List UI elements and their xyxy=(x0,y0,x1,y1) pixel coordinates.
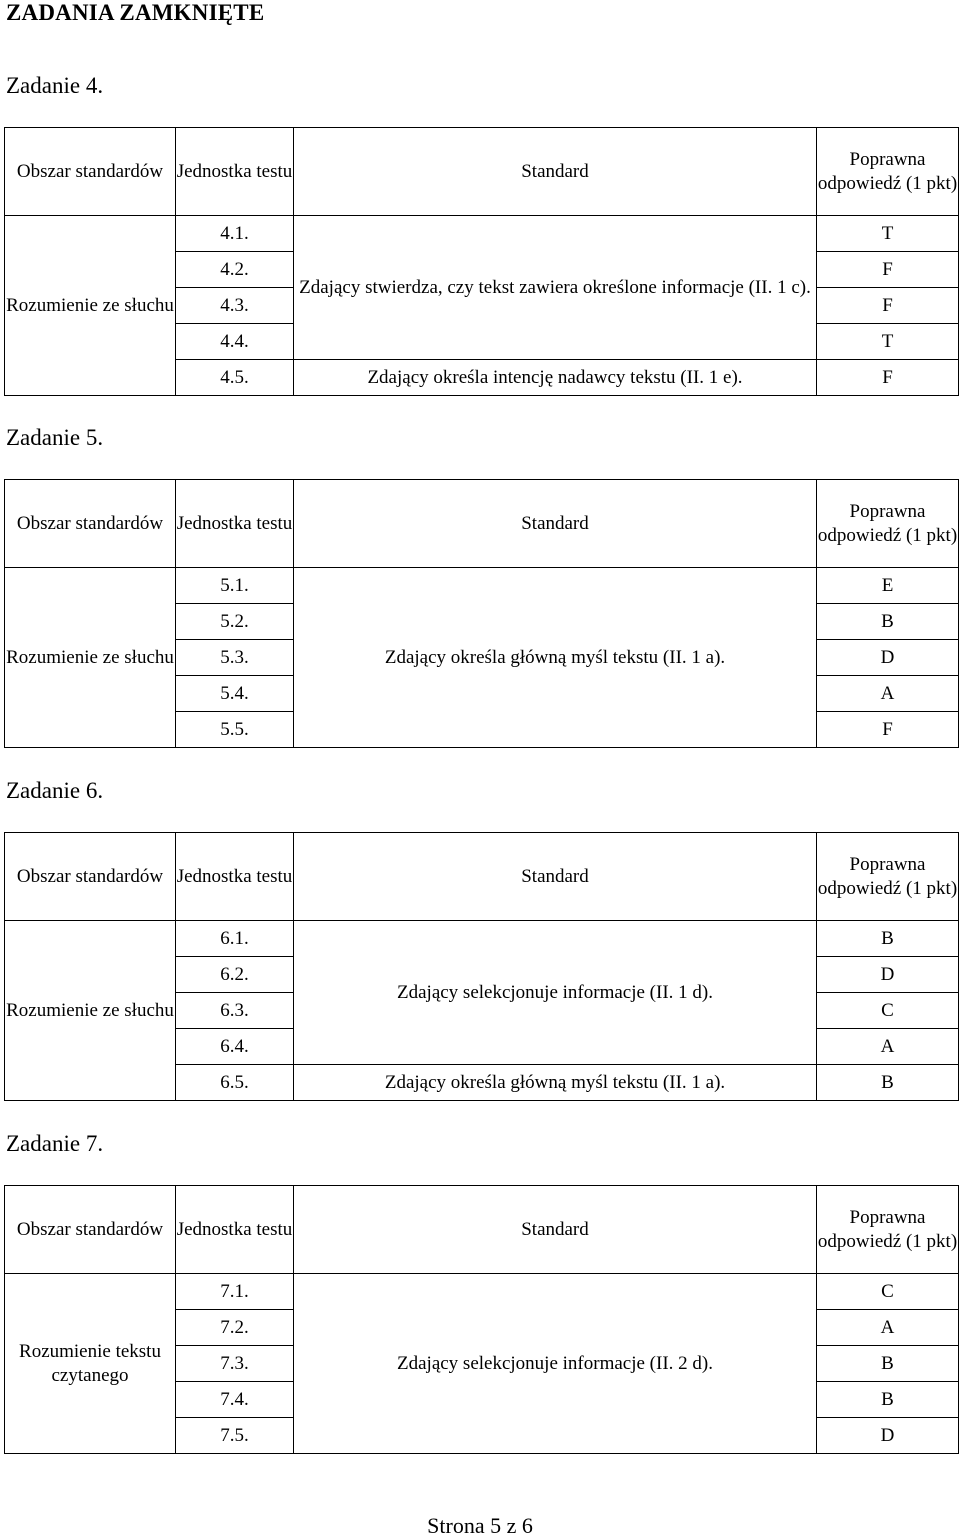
header-unit: Jednostka testu xyxy=(176,1186,294,1274)
header-area: Obszar standardów xyxy=(5,1186,176,1274)
header-standard: Standard xyxy=(294,128,817,216)
header-answer: Poprawna odpowiedź (1 pkt) xyxy=(817,833,959,921)
answer-table-4 xyxy=(4,127,959,396)
answer-cell: A xyxy=(817,1029,959,1065)
area-cell: Rozumienie tekstu czytanego xyxy=(5,1274,176,1454)
answer-cell: D xyxy=(817,957,959,993)
task-title-5: Zadanie 5. xyxy=(6,425,104,450)
header-area: Obszar standardów xyxy=(5,480,176,568)
standard-cell: Zdający określa główną myśl tekstu (II. 1 a). xyxy=(294,1065,817,1101)
unit-cell: 4.1. xyxy=(176,216,294,252)
answer-cell: D xyxy=(817,1418,959,1454)
header-standard: Standard xyxy=(294,833,817,921)
unit-cell: 7.3. xyxy=(176,1346,294,1382)
page-title: ZADANIA ZAMKNIĘTE xyxy=(6,0,265,25)
unit-cell: 7.4. xyxy=(176,1382,294,1418)
task-title-7: Zadanie 7. xyxy=(6,1131,104,1156)
answer-cell: C xyxy=(817,993,959,1029)
header-answer: Poprawna odpowiedź (1 pkt) xyxy=(817,480,959,568)
unit-cell: 4.2. xyxy=(176,252,294,288)
header-standard: Standard xyxy=(294,1186,817,1274)
standard-cell: Zdający stwierdza, czy tekst zawiera określone informacje (II. 1 c). xyxy=(294,216,817,360)
answer-table-7 xyxy=(4,1185,959,1454)
standard-cell: Zdający określa intencję nadawcy tekstu (II. 1 e). xyxy=(294,360,817,396)
unit-cell: 6.3. xyxy=(176,993,294,1029)
header-standard: Standard xyxy=(294,480,817,568)
standard-cell: Zdający określa główną myśl tekstu (II. 1 a). xyxy=(294,568,817,748)
answer-cell: E xyxy=(817,568,959,604)
area-cell: Rozumienie ze słuchu xyxy=(5,568,176,748)
answer-cell: A xyxy=(817,676,959,712)
page-number: Strona 5 z 6 xyxy=(427,1513,533,1538)
answer-cell: F xyxy=(817,360,959,396)
answer-table-6 xyxy=(4,832,959,1101)
answer-cell: B xyxy=(817,1382,959,1418)
header-unit: Jednostka testu xyxy=(176,128,294,216)
answer-cell: B xyxy=(817,604,959,640)
answer-cell: F xyxy=(817,288,959,324)
unit-cell: 5.3. xyxy=(176,640,294,676)
unit-cell: 6.2. xyxy=(176,957,294,993)
header-area: Obszar standardów xyxy=(5,128,176,216)
answer-cell: D xyxy=(817,640,959,676)
header-area: Obszar standardów xyxy=(5,833,176,921)
task-title-6: Zadanie 6. xyxy=(6,778,104,803)
unit-cell: 5.2. xyxy=(176,604,294,640)
unit-cell: 6.1. xyxy=(176,921,294,957)
answer-cell: T xyxy=(817,216,959,252)
unit-cell: 6.4. xyxy=(176,1029,294,1065)
answer-cell: T xyxy=(817,324,959,360)
unit-cell: 7.5. xyxy=(176,1418,294,1454)
answer-cell: F xyxy=(817,712,959,748)
standard-cell: Zdający selekcjonuje informacje (II. 2 d). xyxy=(294,1274,817,1454)
task-title-4: Zadanie 4. xyxy=(6,73,104,98)
unit-cell: 5.4. xyxy=(176,676,294,712)
standard-cell: Zdający selekcjonuje informacje (II. 1 d). xyxy=(294,921,817,1065)
answer-cell: B xyxy=(817,1346,959,1382)
area-cell: Rozumienie ze słuchu xyxy=(5,216,176,396)
unit-cell: 6.5. xyxy=(176,1065,294,1101)
unit-cell: 4.4. xyxy=(176,324,294,360)
answer-cell: B xyxy=(817,1065,959,1101)
header-answer: Poprawna odpowiedź (1 pkt) xyxy=(817,1186,959,1274)
header-unit: Jednostka testu xyxy=(176,480,294,568)
unit-cell: 5.1. xyxy=(176,568,294,604)
header-answer: Poprawna odpowiedź (1 pkt) xyxy=(817,128,959,216)
area-cell: Rozumienie ze słuchu xyxy=(5,921,176,1101)
unit-cell: 4.5. xyxy=(176,360,294,396)
answer-cell: C xyxy=(817,1274,959,1310)
unit-cell: 5.5. xyxy=(176,712,294,748)
answer-cell: A xyxy=(817,1310,959,1346)
answer-cell: F xyxy=(817,252,959,288)
unit-cell: 4.3. xyxy=(176,288,294,324)
header-unit: Jednostka testu xyxy=(176,833,294,921)
answer-table-5 xyxy=(4,479,959,748)
unit-cell: 7.1. xyxy=(176,1274,294,1310)
answer-cell: B xyxy=(817,921,959,957)
unit-cell: 7.2. xyxy=(176,1310,294,1346)
